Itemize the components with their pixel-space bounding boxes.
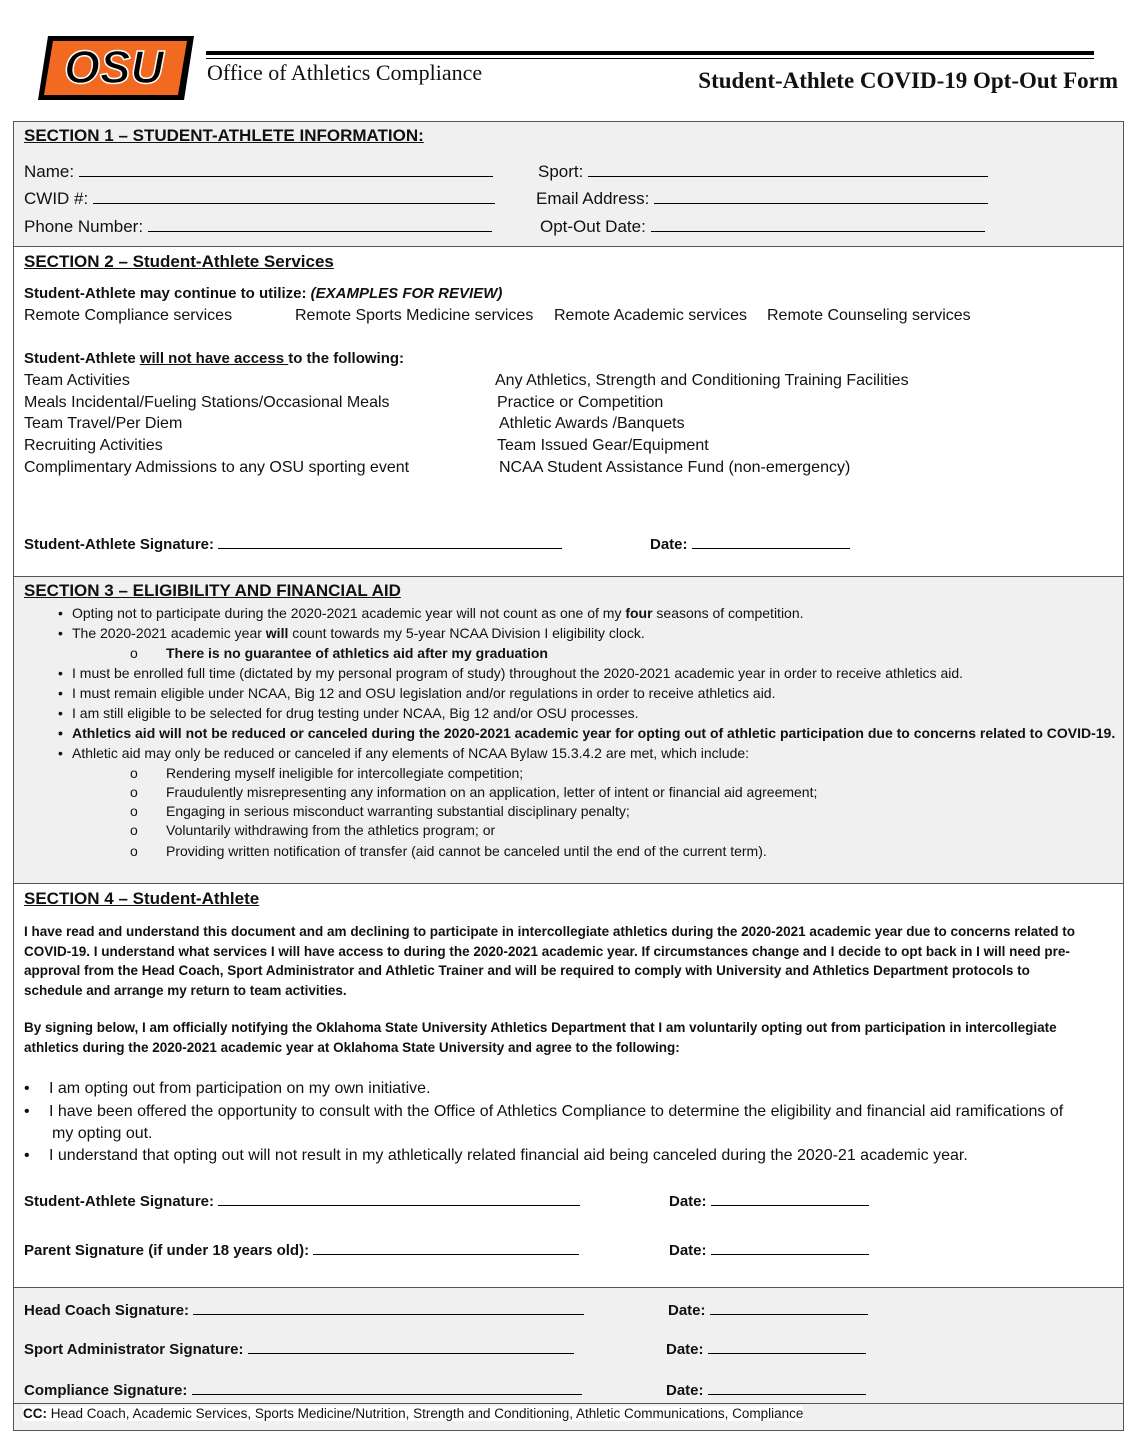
phone-field[interactable]	[24, 217, 492, 237]
agreement-bullet-continuation: my opting out.	[52, 1125, 153, 1142]
parent-signature-line[interactable]	[313, 1241, 579, 1255]
s2-date-label: Date:	[650, 536, 688, 553]
section-2-heading: SECTION 2 – Student-Athlete Services	[24, 252, 334, 271]
section-3-heading: SECTION 3 – ELIGIBILITY AND FINANCIAL AID	[24, 581, 401, 600]
no-access-item: Team Activities	[24, 372, 130, 389]
cwid-line[interactable]	[93, 190, 495, 204]
cc-label: CC:	[23, 1406, 47, 1421]
cc-divider	[14, 1403, 1123, 1404]
agreement-bullet: • I understand that opting out will not result in my athletically related financial aid being canceled during the 2020-21 academic year.	[24, 1147, 968, 1164]
sport-admin-date-field[interactable]	[666, 1340, 866, 1358]
sport-admin-date-line[interactable]	[708, 1340, 866, 1354]
bylaw-sub-bullet: o Rendering myself ineligible for intercollegiate competition;	[130, 765, 524, 781]
no-access-item: NCAA Student Assistance Fund (non-emergency)	[499, 459, 851, 476]
no-access-item: Complimentary Admissions to any OSU sporting event	[24, 459, 410, 476]
s4-student-signature-label: Student-Athlete Signature:	[24, 1193, 214, 1210]
continue-heading: Student-Athlete may continue to utilize: (EXAMPLES FOR REVIEW)	[24, 285, 503, 302]
eligibility-bullet: • The 2020-2021 academic year will count towards my 5-year NCAA Division I eligibility clock.	[58, 625, 645, 641]
head-coach-signature-label: Head Coach Signature:	[24, 1302, 190, 1319]
section-1-heading: SECTION 1 – STUDENT-ATHLETE INFORMATION:	[24, 126, 424, 145]
section-3	[13, 576, 1124, 884]
logo-text: OSU	[64, 41, 164, 93]
header-rule-thick	[206, 51, 1094, 55]
compliance-signature-line[interactable]	[192, 1381, 582, 1395]
parent-date-field[interactable]	[669, 1241, 869, 1259]
section-4-heading: SECTION 4 – Student-Athlete	[24, 889, 260, 908]
form-title: Student-Athlete COVID-19 Opt-Out Form	[698, 68, 1118, 93]
parent-signature-field[interactable]	[24, 1241, 579, 1259]
head-coach-signature-field[interactable]	[24, 1301, 584, 1319]
name-line[interactable]	[79, 163, 493, 177]
s4-student-signature-line[interactable]	[218, 1192, 580, 1206]
sport-label: Sport:	[538, 162, 584, 181]
eligibility-sub-bullet: o There is no guarantee of athletics aid after my graduation	[130, 645, 548, 661]
name-field[interactable]	[24, 162, 493, 182]
no-access-heading: Student-Athlete will not have access to the following:	[24, 350, 405, 367]
head-coach-date-field[interactable]	[668, 1301, 868, 1319]
s2-signature-field[interactable]	[24, 535, 562, 553]
eligibility-bullet: • I must remain eligible under NCAA, Big 12 and OSU legislation and/or regulations in order to receive athletics aid.	[58, 685, 776, 701]
bylaw-sub-bullet: o Engaging in serious misconduct warranting substantial disciplinary penalty;	[130, 803, 630, 819]
head-coach-signature-line[interactable]	[193, 1301, 584, 1315]
email-line[interactable]	[654, 190, 988, 204]
bylaw-sub-bullet: o Providing written notification of transfer (aid cannot be canceled until the end of the current term).	[130, 843, 767, 859]
sport-admin-signature-line[interactable]	[248, 1340, 574, 1354]
sport-field[interactable]	[538, 162, 988, 182]
no-access-item: Practice or Competition	[497, 394, 664, 411]
section-2	[13, 246, 1124, 577]
sport-admin-date-label: Date:	[666, 1341, 704, 1358]
sport-line[interactable]	[588, 163, 988, 177]
s2-date-line[interactable]	[692, 535, 850, 549]
sport-admin-signature-label: Sport Administrator Signature:	[24, 1341, 244, 1358]
cc-line	[23, 1406, 803, 1421]
agreement-bullet: • I am opting out from participation on my own initiative.	[24, 1080, 431, 1097]
no-access-item: Meals Incidental/Fueling Stations/Occasional Meals	[24, 394, 390, 411]
service-item: Remote Counseling services	[767, 307, 971, 324]
compliance-date-label: Date:	[666, 1382, 704, 1399]
optout-date-line[interactable]	[651, 218, 985, 232]
compliance-date-line[interactable]	[708, 1381, 866, 1395]
service-item: Remote Academic services	[554, 307, 747, 324]
osu-logo	[34, 26, 196, 108]
compliance-signature-label: Compliance Signature:	[24, 1382, 188, 1399]
s4-student-date-line[interactable]	[711, 1192, 869, 1206]
compliance-signature-field[interactable]	[24, 1381, 582, 1399]
no-access-item: Any Athletics, Strength and Conditioning Training Facilities	[495, 372, 909, 389]
cwid-field[interactable]	[24, 189, 495, 209]
parent-date-label: Date:	[669, 1242, 707, 1259]
section-1	[13, 121, 1124, 247]
phone-line[interactable]	[148, 218, 492, 232]
cc-recipients: Head Coach, Academic Services, Sports Medicine/Nutrition, Strength and Conditioning, Athletic Communications, Compliance	[47, 1406, 804, 1421]
eligibility-bullet: • Athletics aid will not be reduced or canceled during the 2020-2021 academic year for opting out of athletic participation due to concerns related to COVID-19.	[58, 725, 1116, 741]
eligibility-bullet: • Opting not to participate during the 2020-2021 academic year will not count as one of my four seasons of competition.	[58, 605, 804, 621]
header-rule-thin	[206, 58, 1094, 59]
service-item: Remote Compliance services	[24, 307, 233, 324]
head-coach-date-label: Date:	[668, 1302, 706, 1319]
notification-paragraph: By signing below, I am officially notifying the Oklahoma State University Athletics Department that I am voluntarily opting out from participation in intercollegiate athletics during the 2020-2021 academic year at Oklahoma State University and agree to the following:	[24, 1020, 1057, 1055]
s2-date-field[interactable]	[650, 535, 850, 553]
agreement-bullet: • I have been offered the opportunity to consult with the Office of Athletics Compliance to determine the eligibility and financial aid ramifications of	[24, 1103, 1064, 1120]
s4-student-date-label: Date:	[669, 1193, 707, 1210]
section-4	[13, 883, 1124, 1288]
phone-label: Phone Number:	[24, 217, 144, 236]
no-access-item: Recruiting Activities	[24, 437, 163, 454]
no-access-item: Team Issued Gear/Equipment	[497, 437, 709, 454]
service-item: Remote Sports Medicine services	[295, 307, 534, 324]
email-label: Email Address:	[536, 189, 650, 208]
compliance-date-field[interactable]	[666, 1381, 866, 1399]
name-label: Name:	[24, 162, 75, 181]
parent-date-line[interactable]	[711, 1241, 869, 1255]
head-coach-date-line[interactable]	[710, 1301, 868, 1315]
agreement-paragraph: I have read and understand this document and am declining to participate in intercollegiate athletics during the 2020-2021 academic year due to concerns related to COVID-19. I understand what services I will have access to during the 2020-2021 academic year. If circumstances change and I decide to opt back in I will need pre- approval from the Head Coach, Sport Administrator and Athletic Trainer and will be required to comply with University and Athletics Department protocols to schedule and arrange my return to team activities.	[24, 924, 1076, 998]
s2-signature-line[interactable]	[218, 535, 562, 549]
office-name: Office of Athletics Compliance	[207, 60, 483, 85]
bylaw-sub-bullet: o Voluntarily withdrawing from the athletics program; or	[130, 822, 496, 838]
continue-note: (EXAMPLES FOR REVIEW)	[310, 285, 503, 302]
eligibility-bullet: • I am still eligible to be selected for drug testing under NCAA, Big 12 and/or OSU processes.	[58, 705, 639, 721]
optout-date-field[interactable]	[540, 217, 985, 237]
no-access-item: Team Travel/Per Diem	[24, 415, 183, 432]
cwid-label: CWID #:	[24, 189, 89, 208]
parent-signature-label: Parent Signature (if under 18 years old):	[24, 1242, 310, 1259]
no-access-item: Athletic Awards /Banquets	[499, 415, 685, 432]
s2-signature-label: Student-Athlete Signature:	[24, 536, 214, 553]
s4-student-signature-field[interactable]	[24, 1192, 580, 1210]
eligibility-bullet: • Athletic aid may only be reduced or canceled if any elements of NCAA Bylaw 15.3.4.2 are met, which include:	[58, 745, 750, 761]
bylaw-sub-bullet: o Fraudulently misrepresenting any information on an application, letter of intent or financial aid agreement;	[130, 784, 818, 800]
sport-admin-signature-field[interactable]	[24, 1340, 574, 1358]
optout-date-label: Opt-Out Date:	[540, 217, 646, 236]
s4-student-date-field[interactable]	[669, 1192, 869, 1210]
eligibility-bullet: • I must be enrolled full time (dictated by my personal program of study) throughout the 2020-2021 academic year in order to receive athletics aid.	[58, 665, 964, 681]
email-field[interactable]	[536, 189, 988, 209]
